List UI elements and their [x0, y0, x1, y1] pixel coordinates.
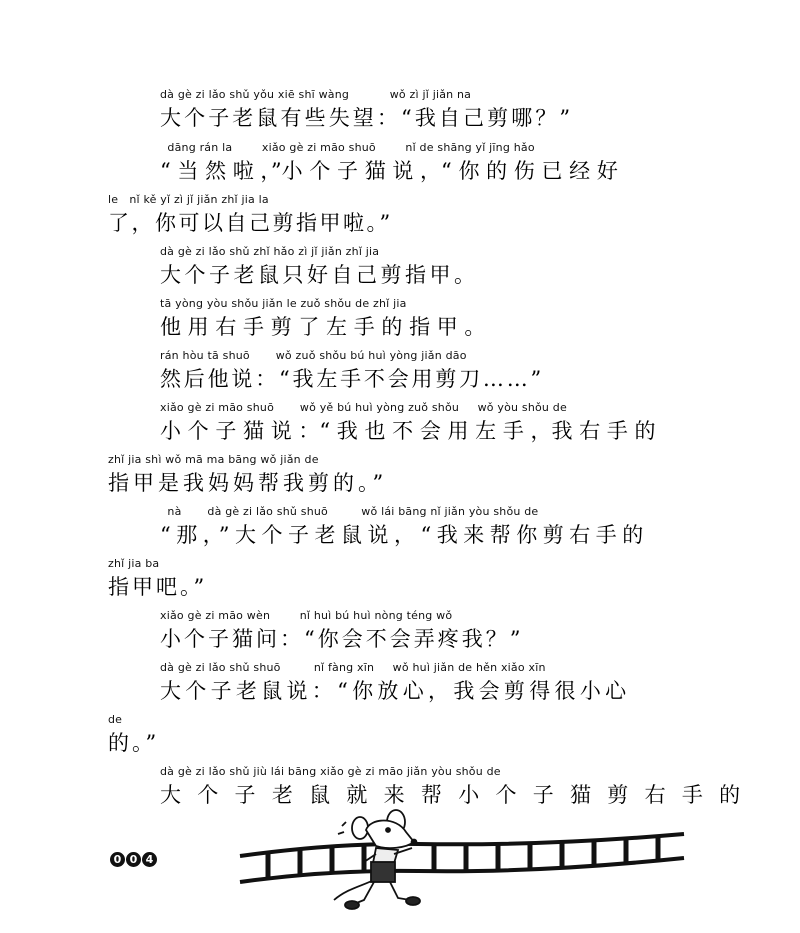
pinyin-line: dà gè zi lǎo shǔ shuō nǐ fàng xīn wǒ huì jiǎn de hěn xiǎo xīn	[160, 661, 546, 674]
hanzi-line: 指甲是我妈妈帮我剪的。”	[108, 471, 388, 495]
hanzi-line: 大个子老鼠只好自己剪指甲。	[160, 263, 479, 287]
text-line	[0, 609, 800, 653]
text-line	[0, 141, 800, 185]
pinyin-line: le nǐ kě yǐ zì jǐ jiǎn zhǐ jia la	[108, 193, 269, 206]
page-number	[110, 852, 157, 867]
text-line	[0, 401, 800, 445]
text-line	[0, 505, 800, 549]
hanzi-line: 指甲吧。”	[108, 575, 208, 599]
text-line	[0, 88, 800, 132]
pinyin-line: nà dà gè zi lǎo shǔ shuō wǒ lái bāng nǐ jiǎn yòu shǒu de	[160, 505, 539, 518]
page-number-digit: 0	[110, 852, 125, 867]
text-line	[0, 765, 800, 809]
ladder-mouse-svg	[238, 808, 688, 918]
text-line	[0, 297, 800, 341]
pinyin-line: zhǐ jia ba	[108, 557, 160, 570]
hanzi-line: 然后他说：“我左手不会用剪刀……”	[160, 367, 545, 391]
hanzi-line: “那，”大个子老鼠说，“我来帮你剪右手的	[160, 523, 649, 547]
text-line	[0, 557, 800, 601]
hanzi-line: “ 当 然 啦 ，”小 个 子 猫 说 ，“ 你 的 伤 已 经 好	[160, 159, 618, 183]
page-number-digit: 0	[126, 852, 141, 867]
hanzi-line: 大个子老鼠说：“你放心，我会剪得很小心	[160, 679, 631, 703]
text-line	[0, 713, 800, 757]
hanzi-line: 大 个 子 老 鼠 就 来 帮 小 个 子 猫 剪 右 手 的	[160, 783, 745, 807]
pinyin-line: rán hòu tā shuō wǒ zuǒ shǒu bú huì yòng jiǎn dāo	[160, 349, 467, 362]
pinyin-line: tā yòng yòu shǒu jiǎn le zuǒ shǒu de zhǐ jia	[160, 297, 407, 310]
pinyin-line: xiǎo gè zi māo wèn nǐ huì bú huì nòng téng wǒ	[160, 609, 453, 622]
hanzi-line: 了，你可以自己剪指甲啦。”	[108, 211, 393, 235]
text-line	[0, 193, 800, 237]
mouse-running-on-ladder-illustration	[238, 808, 688, 918]
pinyin-line: dāng rán la xiǎo gè zi māo shuō nǐ de shāng yǐ jīng hǎo	[160, 141, 535, 154]
pinyin-line: dà gè zi lǎo shǔ yǒu xiē shī wàng wǒ zì jǐ jiǎn na	[160, 88, 472, 101]
hanzi-line: 大个子老鼠有些失望：“我自己剪哪？”	[160, 106, 574, 130]
pinyin-line: xiǎo gè zi māo shuō wǒ yě bú huì yòng zuǒ shǒu wǒ yòu shǒu de	[160, 401, 567, 414]
pinyin-line: zhǐ jia shì wǒ mā ma bāng wǒ jiǎn de	[108, 453, 319, 466]
pinyin-line: dà gè zi lǎo shǔ zhǐ hǎo zì jǐ jiǎn zhǐ jia	[160, 245, 380, 258]
text-line	[0, 245, 800, 289]
hanzi-line: 他 用 右 手 剪 了 左 手 的 指 甲 。	[160, 315, 486, 339]
text-line	[0, 349, 800, 393]
page-number-digit: 4	[142, 852, 157, 867]
hanzi-line: 小 个 子 猫 说 ：“ 我 也 不 会 用 左 手 ，我 右 手 的	[160, 419, 656, 443]
text-line	[0, 453, 800, 497]
hanzi-line: 的。”	[108, 731, 160, 755]
pinyin-line: de	[108, 713, 123, 726]
hanzi-line: 小个子猫问：“你会不会弄疼我？”	[160, 627, 524, 651]
text-line	[0, 661, 800, 705]
pinyin-line: dà gè zi lǎo shǔ jiù lái bāng xiǎo gè zi māo jiǎn yòu shǒu de	[160, 765, 501, 778]
mouse-figure	[334, 810, 420, 909]
